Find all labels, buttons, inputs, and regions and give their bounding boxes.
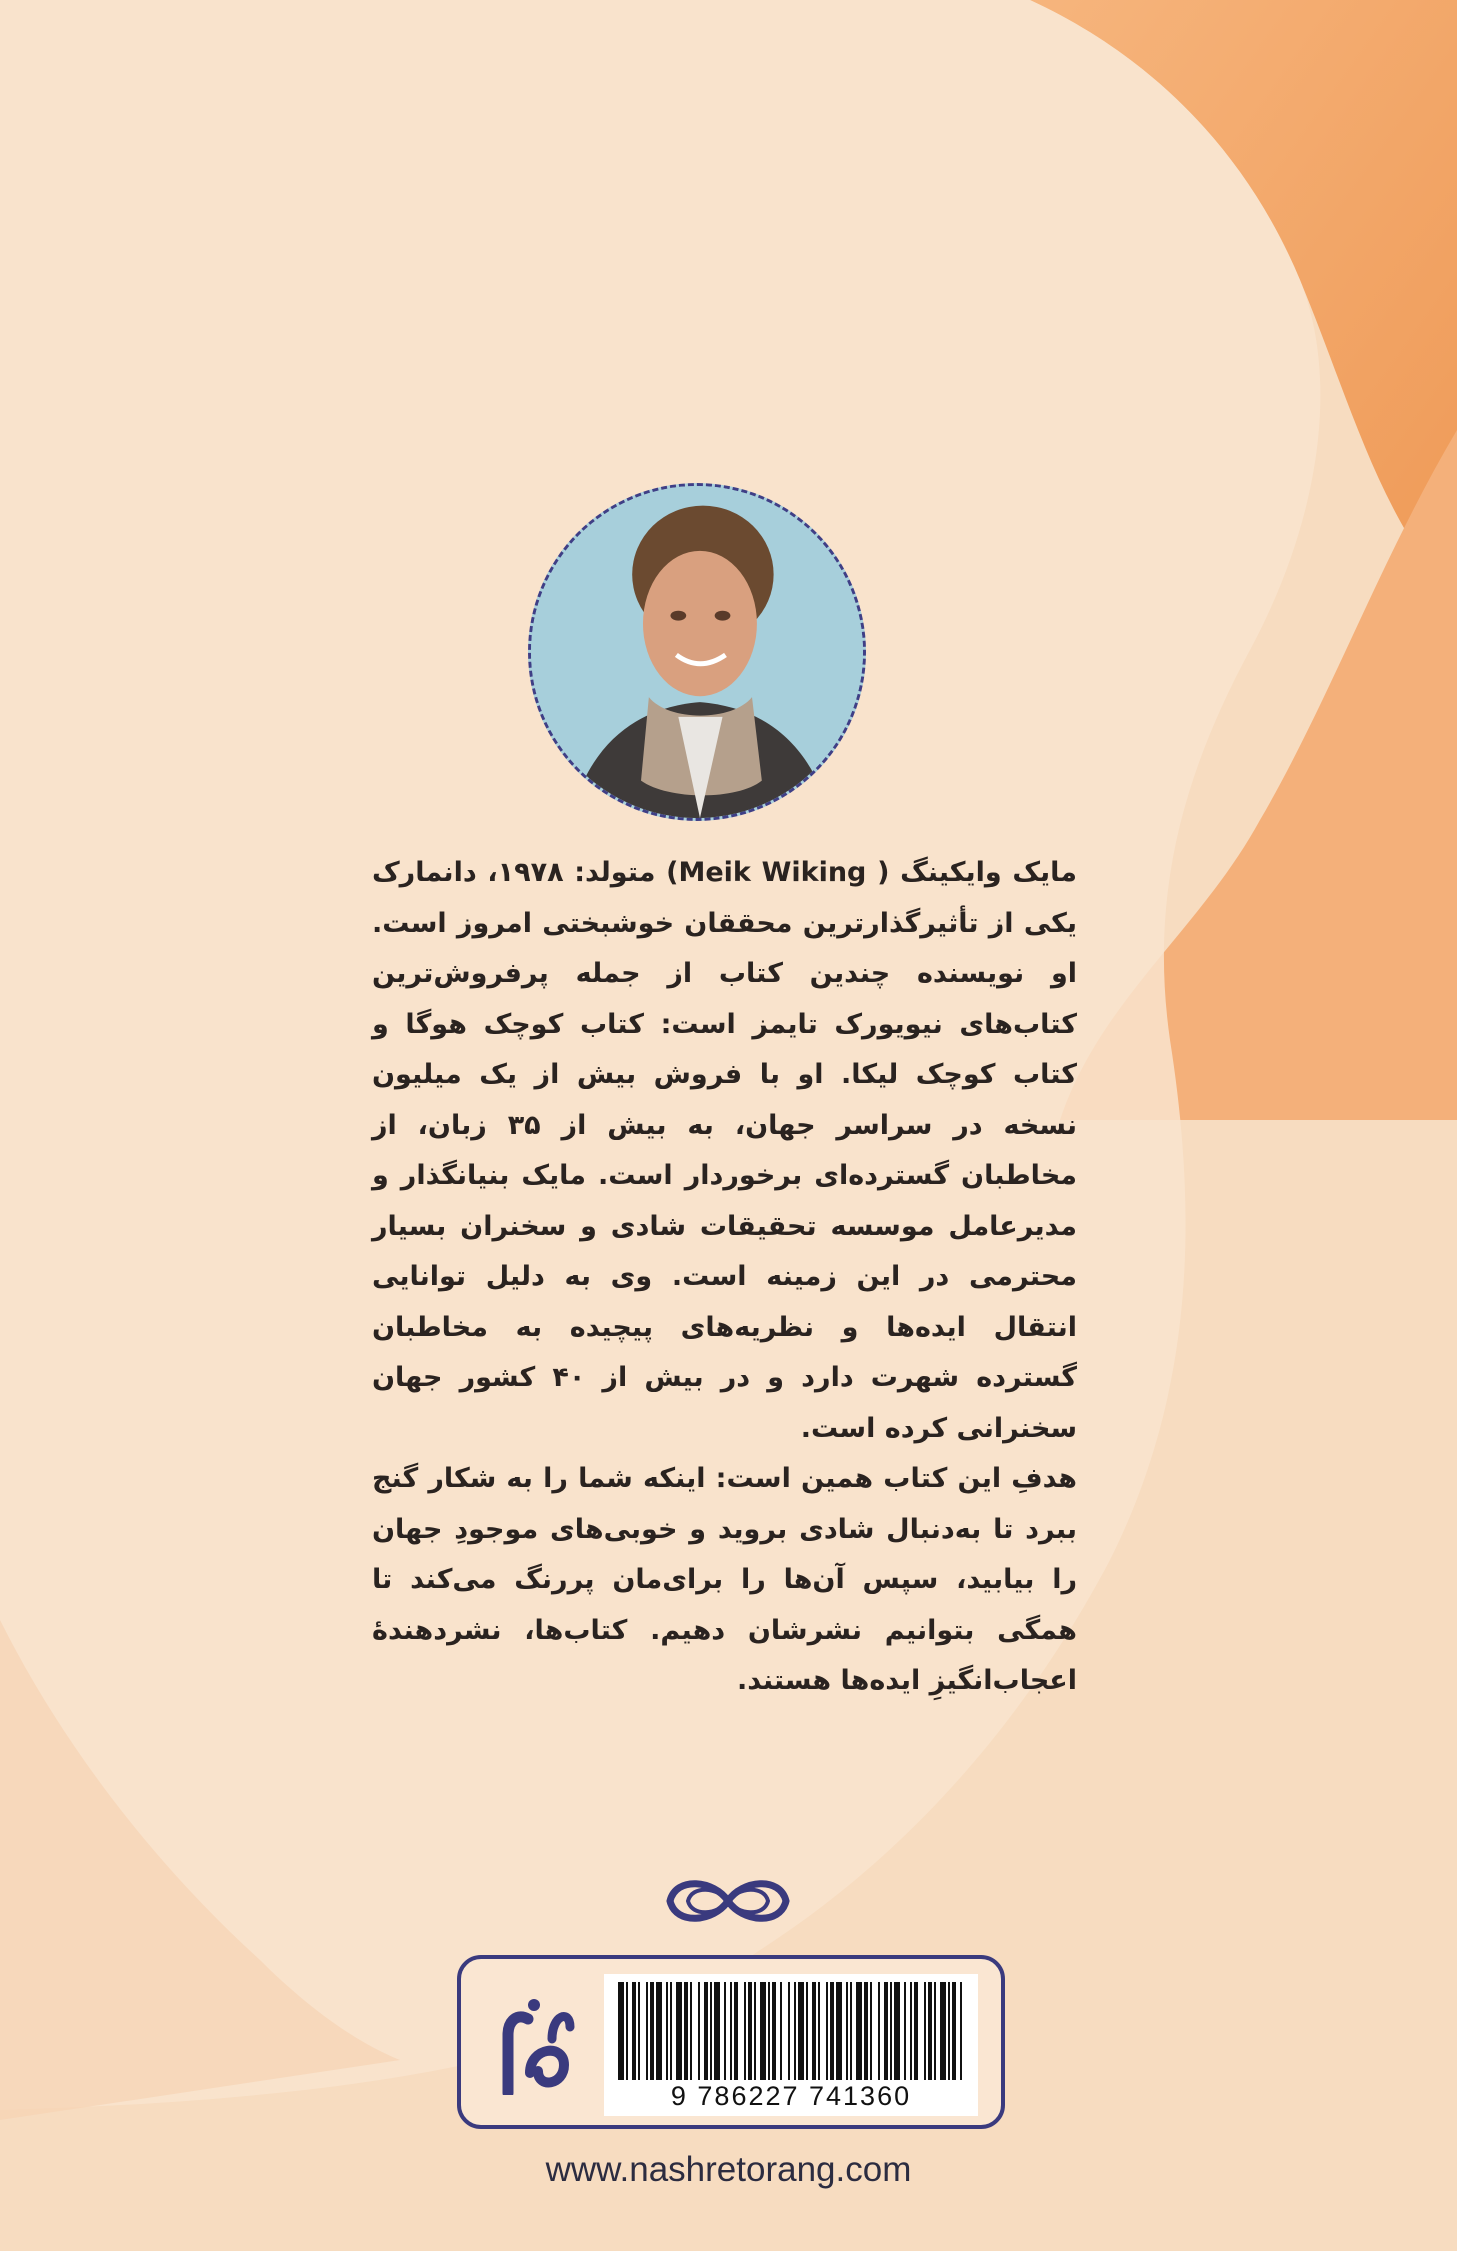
barcode-bar xyxy=(794,1982,796,2080)
barcode-bar xyxy=(806,1982,808,2080)
barcode-bar xyxy=(798,1982,804,2080)
barcode-bar xyxy=(890,1982,892,2080)
barcode-bar xyxy=(904,1982,906,2080)
author-portrait xyxy=(528,483,866,821)
barcode-bar xyxy=(646,1982,648,2080)
barcode-bar xyxy=(724,1982,726,2080)
isbn-number: 9 786227 741360 xyxy=(670,2081,912,2111)
barcode-bar xyxy=(754,1982,756,2080)
barcode-bar xyxy=(836,1982,842,2080)
barcode-bar xyxy=(714,1982,720,2080)
barcode-bar xyxy=(884,1982,888,2080)
barcode-bar xyxy=(710,1982,712,2080)
barcode-bar xyxy=(818,1982,820,2080)
barcode-bar xyxy=(704,1982,708,2080)
barcode-bar xyxy=(952,1982,956,2080)
barcode-bar xyxy=(846,1982,848,2080)
barcode-bar xyxy=(734,1982,738,2080)
barcode-bar xyxy=(910,1982,912,2080)
barcode-bar xyxy=(894,1982,900,2080)
barcode-bar xyxy=(914,1982,918,2080)
barcode-bar xyxy=(676,1982,682,2080)
barcode-bar xyxy=(850,1982,852,2080)
barcode-bar xyxy=(650,1982,654,2080)
publisher-website[interactable]: www.nashretorang.com xyxy=(545,2150,912,2189)
bio-paragraph-1: مایک وایکینگ ( Meik Wiking) متولد: ۱۹۷۸، دانمارک یکی از تأثیرگذارترین محققان خوشبختی امروز است. او نویسنده چندین کتاب از جمله پرفروش‌ترین کتاب‌های نیویورک تایمز است: کتاب کوچک هوگا و کتاب کوچک لیکا. او با فروش بیش از یک میلیون نسخه در سراسر جهان، به بیش از ۳۵ زبان، از مخاطبان گسترده‌ای برخوردار است. مایک بنیانگذار و مدیرعامل موسسه تحقیقات شادی و سخنران بسیار محترمی در این زمینه است. وی به دلیل توانایی انتقال ایده‌ها و نظریه‌های پیچیده به مخاطبان گسترده شهرت دارد و در بیش از ۴۰ کشور جهان سخنرانی کرده است. xyxy=(372,857,1078,1444)
barcode-bar xyxy=(670,1982,672,2080)
barcode-bar xyxy=(960,1982,962,2080)
barcode-bar xyxy=(772,1982,776,2080)
barcode-bar xyxy=(826,1982,828,2080)
barcode-frame xyxy=(457,1955,1005,2129)
barcode-bar xyxy=(768,1982,770,2080)
barcode-bar xyxy=(618,1982,624,2080)
barcode-bar xyxy=(870,1982,872,2080)
barcode-bar xyxy=(864,1982,868,2080)
publisher-logo-icon xyxy=(494,1995,578,2095)
barcode-bar xyxy=(924,1982,926,2080)
isbn-barcode xyxy=(604,1974,978,2116)
barcode-bar xyxy=(626,1982,628,2080)
barcode-bar xyxy=(856,1982,862,2080)
bio-paragraph-2: هدفِ این کتاب همین است: اینکه شما را به شکار گنج ببرد تا به‌دنبال شادی بروید و خوبی‌های موجودِ جهان را بیابید، سپس آن‌ها را برای‌مان پررنگ می‌کند تا همگی بتوانیم نشرشان دهیم. کتاب‌ها، نشردهندهٔ اعجاب‌انگیزِ ایده‌ها هستند. xyxy=(372,1463,1077,1696)
barcode-bar xyxy=(698,1982,700,2080)
barcode-bar xyxy=(632,1982,636,2080)
barcode-bars xyxy=(614,1982,968,2080)
barcode-bar xyxy=(730,1982,732,2080)
barcode-bar xyxy=(666,1982,668,2080)
barcode-bar xyxy=(690,1982,692,2080)
author-bio xyxy=(372,848,1077,1707)
barcode-bar xyxy=(684,1982,688,2080)
barcode-bar xyxy=(638,1982,640,2080)
barcode-bar xyxy=(948,1982,950,2080)
infinity-icon xyxy=(654,1870,802,1932)
barcode-bar xyxy=(928,1982,932,2080)
barcode-bar xyxy=(830,1982,834,2080)
barcode-bar xyxy=(656,1982,662,2080)
barcode-bar xyxy=(940,1982,946,2080)
barcode-bar xyxy=(812,1982,816,2080)
barcode-bar xyxy=(748,1982,752,2080)
barcode-bar xyxy=(878,1982,880,2080)
barcode-bar xyxy=(934,1982,936,2080)
barcode-bar xyxy=(788,1982,790,2080)
barcode-bar xyxy=(780,1982,782,2080)
barcode-bar xyxy=(760,1982,766,2080)
barcode-bar xyxy=(744,1982,746,2080)
author-photo-illustration xyxy=(531,486,863,818)
